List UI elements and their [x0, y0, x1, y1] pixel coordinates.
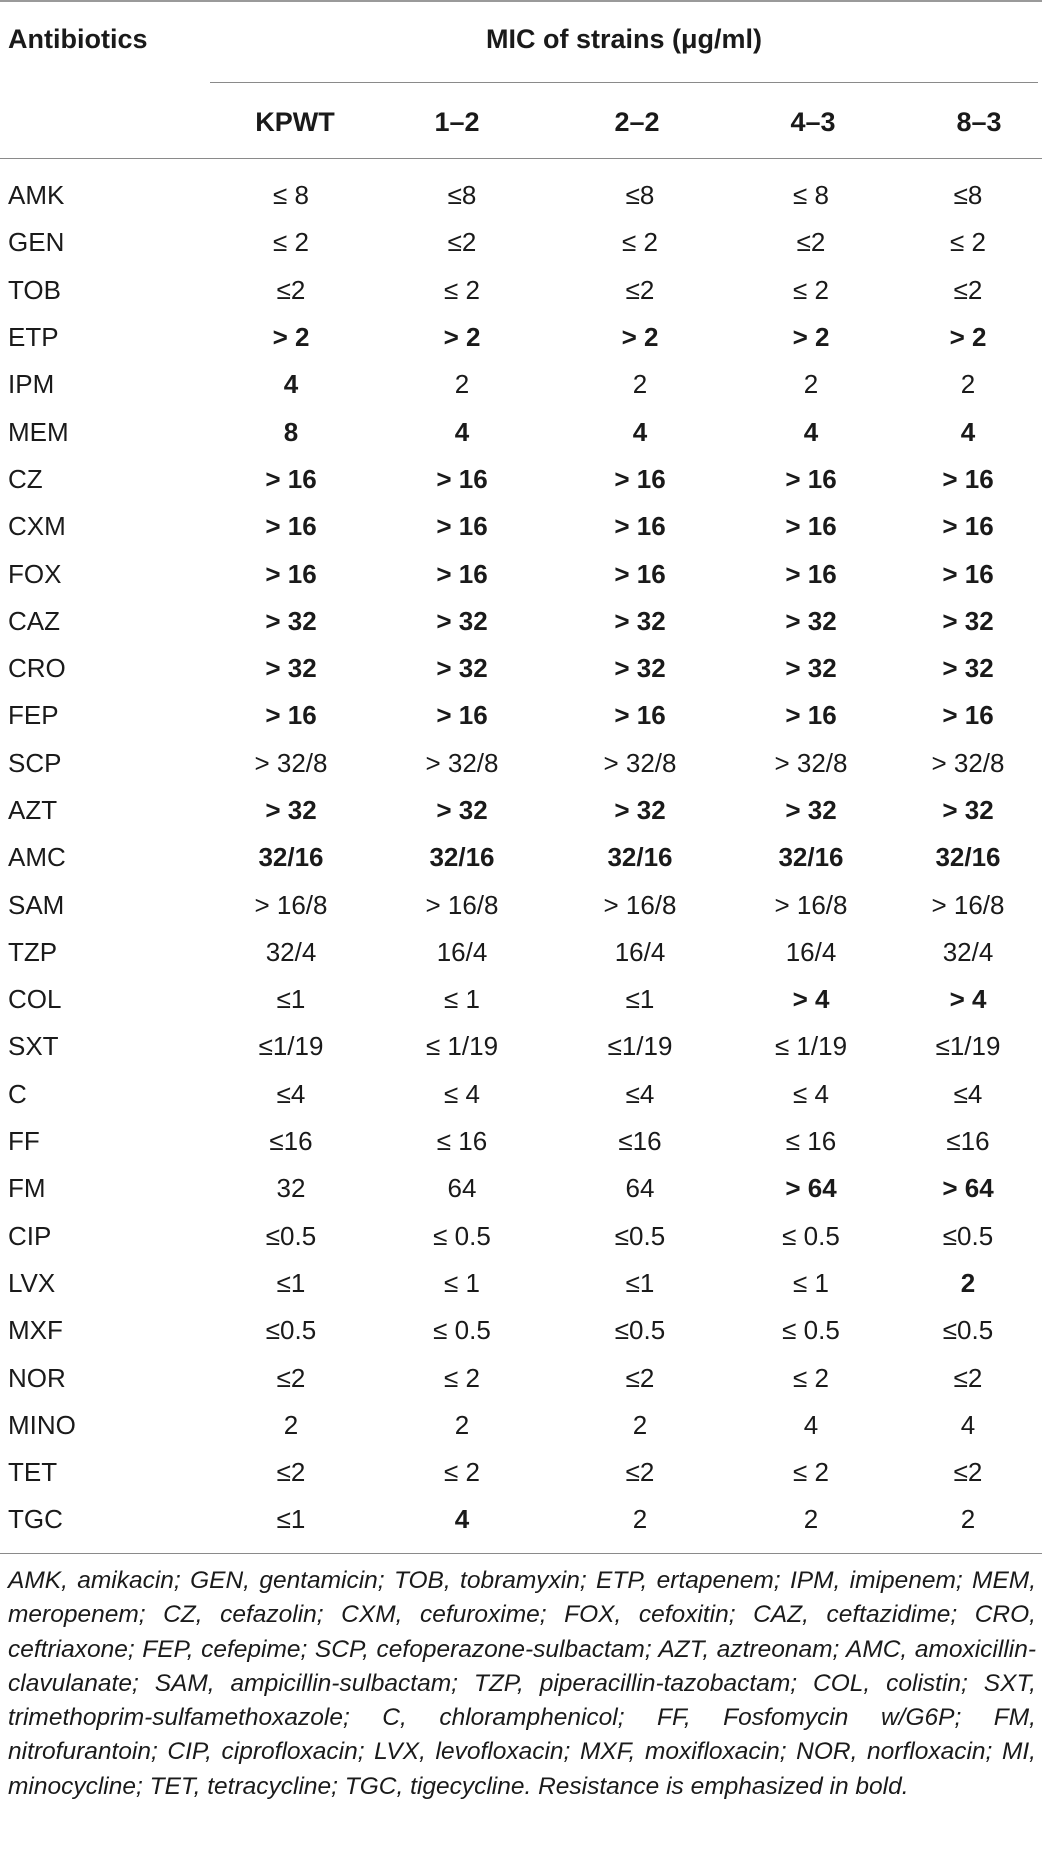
mic-value-cell: ≤16: [946, 1126, 990, 1157]
table-bottom-rule: [0, 1553, 1042, 1554]
mic-value-cell: 8: [283, 416, 299, 447]
mic-value-cell: ≤ 16: [785, 1126, 837, 1157]
mic-value-cell: > 32: [942, 653, 994, 684]
mic-value-cell: > 16: [942, 700, 994, 731]
mic-value-cell: ≤ 2: [444, 1457, 480, 1488]
mic-value-cell: ≤ 0.5: [433, 1220, 491, 1251]
mic-value-cell: > 4: [792, 984, 830, 1015]
table-row: [0, 740, 1042, 787]
mic-value-cell: ≤8: [625, 180, 655, 211]
mic-value-cell: 2: [283, 1409, 299, 1440]
mic-value-cell: 2: [960, 1267, 976, 1298]
mic-value-cell: > 16: [785, 558, 837, 589]
antibiotic-name: NOR: [8, 1362, 66, 1393]
mic-value-cell: ≤ 1: [444, 1267, 480, 1298]
mic-value-cell: ≤2: [953, 1362, 983, 1393]
antibiotic-name: CXM: [8, 511, 66, 542]
table-row: [0, 456, 1042, 503]
antibiotic-name: FM: [8, 1173, 46, 1204]
table-row: [0, 1118, 1042, 1165]
mic-value-cell: 4: [803, 1409, 819, 1440]
table-row: [0, 881, 1042, 928]
mic-value-cell: > 32: [785, 605, 837, 636]
antibiotic-name: GEN: [8, 227, 65, 258]
table-row: [0, 314, 1042, 361]
mic-value-cell: 4: [960, 1409, 976, 1440]
antibiotic-name: FOX: [8, 558, 62, 589]
antibiotic-name: FF: [8, 1126, 40, 1157]
mic-value-cell: 2: [960, 1504, 976, 1535]
antibiotic-name: TET: [8, 1457, 58, 1488]
mic-table-body: [0, 172, 1042, 1544]
mic-value-cell: ≤0.5: [265, 1315, 317, 1346]
mic-value-cell: > 32: [436, 605, 488, 636]
mic-value-cell: > 64: [785, 1173, 837, 1204]
mic-value-cell: > 32: [942, 605, 994, 636]
mic-value-cell: ≤1/19: [258, 1031, 324, 1062]
mic-value-cell: > 16: [785, 463, 837, 494]
mic-value-cell: ≤0.5: [942, 1220, 994, 1251]
mic-value-cell: > 16/8: [603, 889, 677, 920]
mic-value-cell: 32/16: [607, 842, 673, 873]
mic-data-table: [0, 172, 1042, 1544]
mic-value-cell: ≤ 16: [436, 1126, 488, 1157]
mic-value-cell: > 16/8: [931, 889, 1005, 920]
mic-value-cell: > 16/8: [254, 889, 328, 920]
mic-value-cell: > 2: [443, 322, 481, 353]
column-header-4-3: 4–3: [790, 107, 836, 137]
column-header-kpwt: KPWT: [255, 107, 335, 137]
mic-value-cell: ≤1: [276, 984, 306, 1015]
mic-value-cell: > 32: [614, 605, 666, 636]
table-footnote: AMK, amikacin; GEN, gentamicin; TOB, tobramyxin; ETP, ertapenem; IPM, imipenem; MEM, meropenem; CZ, cefazolin; CXM, cefuroxime; FOX, cefoxitin; CAZ, ceftazidime; CRO, ceftriaxone; FEP, cefepime; SCP, cefoperazone-sulbactam; AZT, aztreonam; AMC, amoxicillin-clavulanate; SAM, ampicillin-sulbactam; TZP, piperacillin-tazobactam; COL, colistin; SXT, trimethoprim-sulfamethoxazole; C, chloramphenicol; FF, Fosfomycin w/G6P; FM, nitrofurantoin; CIP, ciprofloxacin; LVX, levofloxacin; MXF, moxifloxacin; NOR, norfloxacin; MI, minocycline; TET, tetracycline; TGC, tigecycline. Resistance is emphasized in bold.: [8, 1567, 1036, 1800]
antibiotic-name: MEM: [8, 416, 69, 447]
antibiotic-name: SAM: [8, 889, 65, 920]
mic-value-cell: > 16: [265, 700, 317, 731]
mic-value-cell: > 32: [942, 795, 994, 825]
table-row: [0, 1260, 1042, 1307]
antibiotics-column-header: Antibiotics: [8, 24, 148, 54]
table-row: [0, 929, 1042, 976]
mic-value-cell: > 16: [942, 463, 994, 494]
antibiotic-name: COL: [8, 984, 62, 1015]
mic-value-cell: 32/4: [265, 936, 317, 967]
mic-value-cell: 64: [625, 1173, 655, 1204]
mic-value-cell: > 32: [265, 653, 317, 684]
column-header-8-3: 8–3: [956, 107, 1002, 137]
mic-value-cell: > 32/8: [931, 747, 1005, 778]
mic-value-cell: ≤ 0.5: [433, 1315, 491, 1346]
mic-value-cell: ≤0.5: [265, 1220, 317, 1251]
mic-value-cell: ≤2: [625, 1457, 655, 1488]
mic-value-cell: > 32/8: [603, 747, 677, 778]
mic-value-cell: ≤2: [796, 227, 826, 258]
mic-value-cell: 32/16: [258, 842, 324, 873]
table-row: [0, 1449, 1042, 1496]
antibiotic-name: MINO: [8, 1409, 76, 1440]
mic-value-cell: > 2: [949, 322, 987, 353]
antibiotic-name: AZT: [8, 795, 58, 825]
mic-value-cell: 16/4: [614, 936, 666, 967]
mic-value-cell: 2: [632, 369, 648, 400]
mic-value-cell: ≤16: [269, 1126, 313, 1157]
mic-value-cell: > 16: [265, 463, 317, 494]
mic-value-cell: 4: [960, 416, 976, 447]
table-row: [0, 645, 1042, 692]
table-row: [0, 172, 1042, 219]
mic-value-cell: ≤ 2: [950, 227, 986, 258]
mic-value-cell: ≤2: [625, 1362, 655, 1393]
mic-group-header: MIC of strains (μg/ml): [485, 24, 763, 54]
mic-value-cell: ≤2: [447, 227, 477, 258]
mic-value-cell: > 32: [436, 653, 488, 684]
mic-value-cell: 2: [803, 369, 819, 400]
mic-value-cell: > 16: [614, 700, 666, 731]
mic-value-cell: 32/16: [935, 842, 1001, 873]
mic-value-cell: 2: [960, 369, 976, 400]
mic-value-cell: > 16: [942, 511, 994, 542]
table-row: [0, 1023, 1042, 1070]
antibiotic-name: ETP: [8, 322, 59, 353]
mic-value-cell: > 32: [265, 795, 317, 825]
antibiotic-name: MXF: [8, 1315, 63, 1346]
mic-value-cell: 16/4: [785, 936, 837, 967]
mic-value-cell: ≤ 2: [622, 227, 658, 258]
mic-value-cell: > 16: [942, 558, 994, 589]
mic-value-cell: > 16: [785, 700, 837, 731]
mic-value-cell: ≤1: [276, 1504, 306, 1535]
mic-value-cell: > 32/8: [774, 747, 848, 778]
mic-value-cell: ≤2: [953, 1457, 983, 1488]
column-header-1-2: 1–2: [434, 107, 480, 137]
mic-value-cell: > 32: [265, 605, 317, 636]
table-row: [0, 361, 1042, 408]
column-header-2-2: 2–2: [614, 107, 660, 137]
mic-value-cell: ≤1: [625, 1267, 655, 1298]
antibiotic-name: SXT: [8, 1031, 59, 1062]
table-row: [0, 408, 1042, 455]
header-bottom-rule: [0, 158, 1042, 159]
mic-value-cell: ≤ 2: [444, 1362, 480, 1393]
mic-value-cell: ≤ 2: [793, 274, 829, 305]
table-row: [0, 1213, 1042, 1260]
antibiotic-name: TZP: [8, 936, 58, 967]
mic-value-cell: ≤ 8: [793, 180, 829, 211]
mic-value-cell: ≤2: [953, 274, 983, 305]
mic-value-cell: 32: [276, 1173, 306, 1204]
mic-value-cell: > 2: [792, 322, 830, 353]
mic-value-cell: ≤8: [953, 180, 983, 211]
mic-value-cell: ≤1: [625, 984, 655, 1015]
mic-value-cell: ≤ 2: [793, 1362, 829, 1393]
mic-value-cell: 64: [447, 1173, 477, 1204]
table-row: [0, 1402, 1042, 1449]
table-row: [0, 267, 1042, 314]
mic-value-cell: > 2: [272, 322, 310, 353]
antibiotic-name: IPM: [8, 369, 55, 400]
mic-value-cell: ≤8: [447, 180, 477, 211]
mic-value-cell: > 16: [614, 558, 666, 589]
mic-value-cell: 2: [632, 1504, 648, 1535]
mic-value-cell: > 16: [436, 463, 488, 494]
table-row: [0, 550, 1042, 597]
mic-value-cell: > 32/8: [254, 747, 328, 778]
mic-value-cell: > 16: [436, 700, 488, 731]
mic-value-cell: 4: [632, 416, 648, 447]
mic-value-cell: 2: [632, 1409, 648, 1440]
mic-value-cell: > 16: [265, 558, 317, 589]
mic-value-cell: ≤ 2: [444, 274, 480, 305]
mic-value-cell: ≤0.5: [614, 1220, 666, 1251]
mic-value-cell: 16/4: [436, 936, 488, 967]
mic-value-cell: 4: [283, 369, 299, 400]
antibiotic-name: TGC: [8, 1504, 63, 1535]
mic-value-cell: ≤2: [625, 274, 655, 305]
antibiotic-name: AMC: [8, 842, 66, 873]
table-row: [0, 787, 1042, 834]
mic-value-cell: ≤1/19: [935, 1031, 1001, 1062]
mic-value-cell: > 64: [942, 1173, 994, 1204]
mic-value-cell: > 32: [436, 795, 488, 825]
table-top-rule: [0, 0, 1042, 2]
mic-value-cell: 32/16: [778, 842, 844, 873]
mic-value-cell: ≤ 0.5: [782, 1315, 840, 1346]
mic-value-cell: ≤2: [276, 1457, 306, 1488]
mic-value-cell: ≤ 1: [793, 1267, 829, 1298]
group-header-rule: [210, 82, 1038, 83]
table-row: [0, 1354, 1042, 1401]
antibiotic-name: LVX: [8, 1267, 56, 1298]
mic-value-cell: > 32: [785, 795, 837, 825]
table-row: [0, 1496, 1042, 1543]
mic-value-cell: ≤ 4: [444, 1078, 480, 1109]
table-row: [0, 834, 1042, 881]
mic-value-cell: 2: [454, 1409, 470, 1440]
mic-value-cell: ≤1: [276, 1267, 306, 1298]
mic-value-cell: > 16: [614, 511, 666, 542]
mic-value-cell: ≤ 1/19: [425, 1031, 499, 1062]
mic-value-cell: 4: [454, 1504, 470, 1535]
mic-value-cell: > 16/8: [774, 889, 848, 920]
antibiotic-name: CRO: [8, 653, 66, 684]
antibiotic-name: FEP: [8, 700, 59, 731]
mic-value-cell: > 16: [614, 463, 666, 494]
mic-value-cell: > 2: [621, 322, 659, 353]
table-row: [0, 692, 1042, 739]
mic-value-cell: > 4: [949, 984, 987, 1015]
mic-value-cell: ≤16: [618, 1126, 662, 1157]
table-row: [0, 219, 1042, 266]
mic-value-cell: 4: [803, 416, 819, 447]
mic-value-cell: > 16: [436, 511, 488, 542]
mic-value-cell: ≤1/19: [607, 1031, 673, 1062]
mic-value-cell: > 16: [436, 558, 488, 589]
mic-value-cell: ≤0.5: [942, 1315, 994, 1346]
mic-value-cell: ≤4: [625, 1078, 655, 1109]
mic-value-cell: ≤4: [953, 1078, 983, 1109]
antibiotic-name: CIP: [8, 1220, 52, 1251]
mic-value-cell: ≤4: [276, 1078, 306, 1109]
mic-value-cell: ≤0.5: [614, 1315, 666, 1346]
mic-value-cell: ≤ 1/19: [774, 1031, 848, 1062]
mic-value-cell: ≤ 4: [793, 1078, 829, 1109]
mic-value-cell: ≤ 8: [273, 180, 309, 211]
table-row: [0, 1071, 1042, 1118]
mic-value-cell: ≤ 2: [793, 1457, 829, 1488]
mic-value-cell: > 32: [614, 653, 666, 684]
mic-value-cell: 2: [803, 1504, 819, 1535]
mic-value-cell: 2: [454, 369, 470, 400]
mic-value-cell: ≤ 2: [273, 227, 309, 258]
table-row: [0, 976, 1042, 1023]
antibiotic-name: SCP: [8, 747, 62, 778]
mic-value-cell: > 32/8: [425, 747, 499, 778]
mic-value-cell: ≤2: [276, 1362, 306, 1393]
table-row: [0, 503, 1042, 550]
mic-value-cell: ≤ 0.5: [782, 1220, 840, 1251]
mic-value-cell: > 16/8: [425, 889, 499, 920]
antibiotic-name: TOB: [8, 274, 61, 305]
mic-value-cell: > 32: [785, 653, 837, 684]
mic-value-cell: > 16: [265, 511, 317, 542]
mic-value-cell: 32/16: [429, 842, 495, 873]
mic-value-cell: > 16: [785, 511, 837, 542]
antibiotic-name: C: [8, 1078, 27, 1109]
mic-value-cell: > 32: [614, 795, 666, 825]
mic-value-cell: ≤2: [276, 274, 306, 305]
table-row: [0, 1165, 1042, 1212]
mic-value-cell: 32/4: [942, 936, 994, 967]
mic-value-cell: ≤ 1: [444, 984, 480, 1015]
table-row: [0, 598, 1042, 645]
antibiotic-name: CZ: [8, 463, 43, 494]
antibiotic-name: AMK: [8, 180, 65, 211]
mic-value-cell: 4: [454, 416, 470, 447]
antibiotic-name: CAZ: [8, 605, 60, 636]
table-row: [0, 1307, 1042, 1354]
